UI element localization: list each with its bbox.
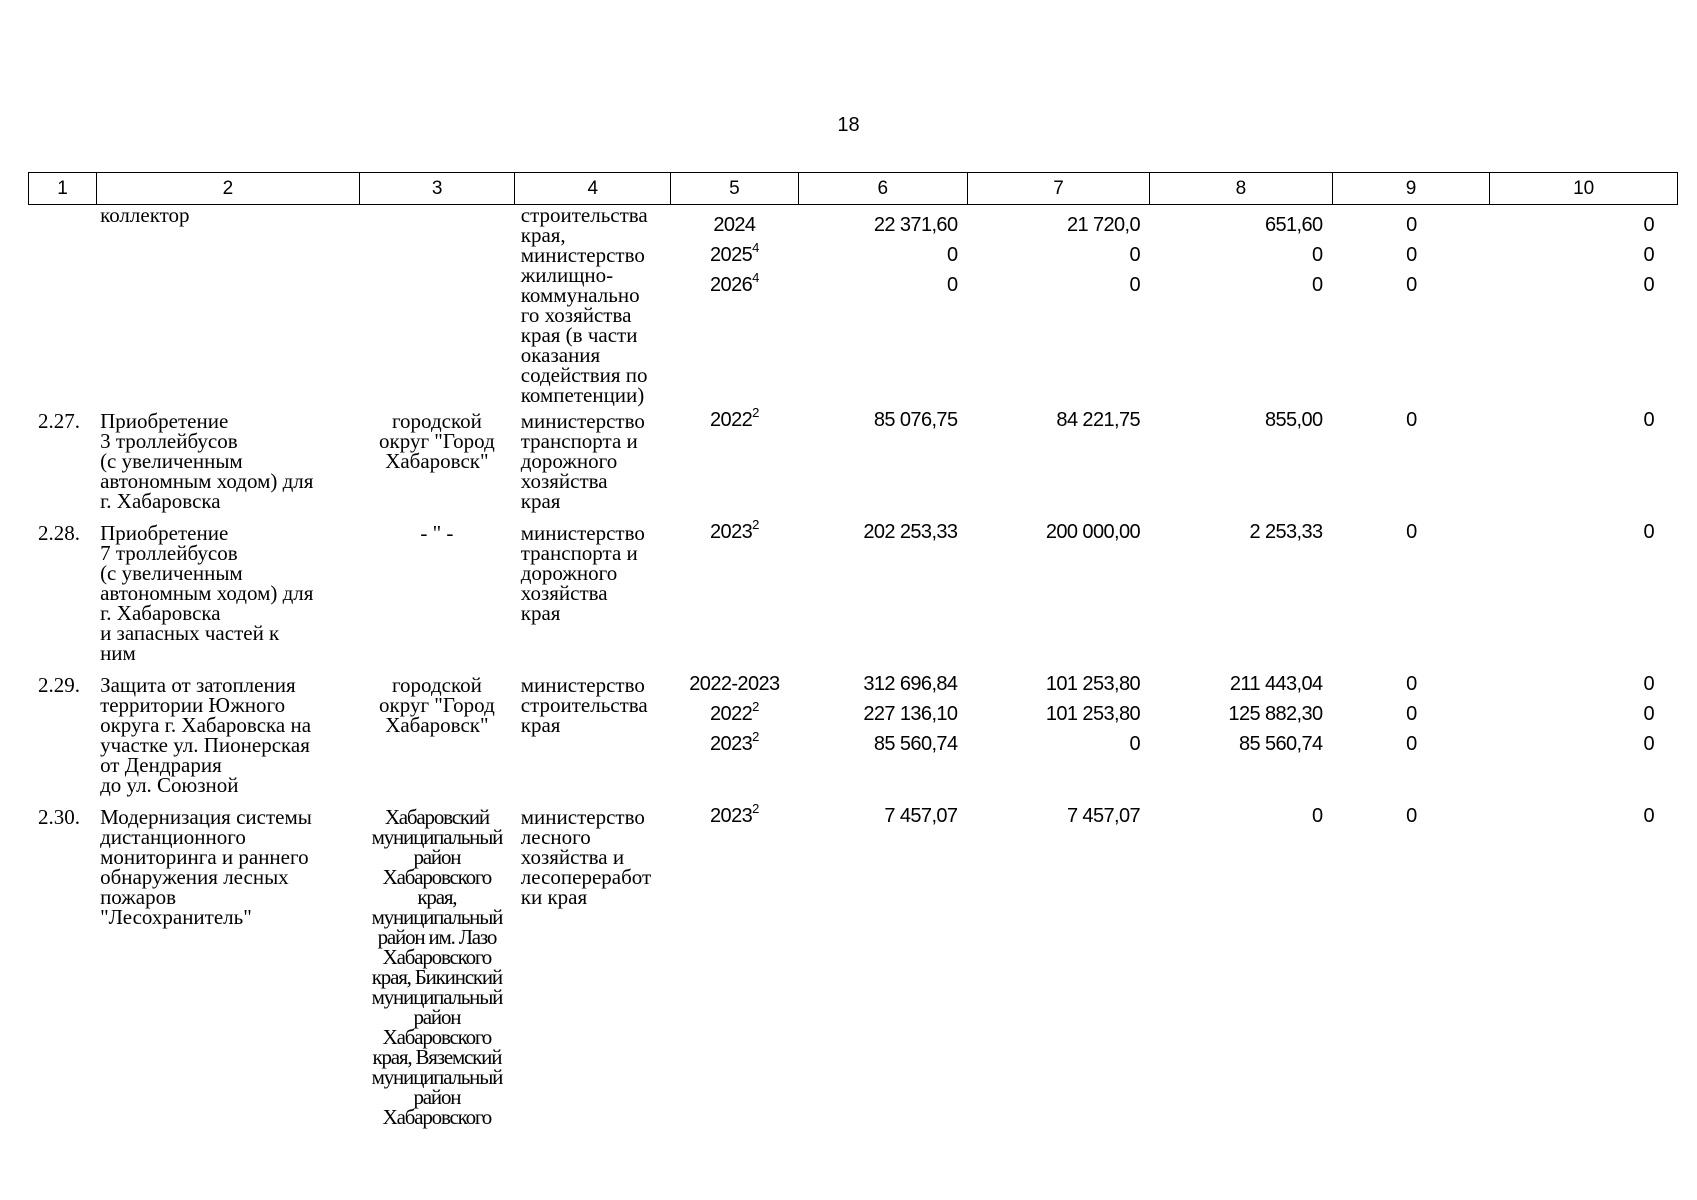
regional-budget-amount-cell bbox=[967, 405, 1150, 517]
regional-budget-amount-value: 200 000,00 bbox=[1045, 521, 1140, 543]
executor-line: министерство bbox=[520, 243, 645, 267]
table-body bbox=[28, 205, 1678, 1133]
period-year bbox=[670, 699, 798, 729]
item-number: 2.28. bbox=[38, 521, 80, 545]
territory-line: Хабаровского bbox=[382, 865, 492, 889]
item-number: 2.29. bbox=[38, 673, 80, 697]
column-10-amount bbox=[1490, 517, 1654, 547]
period-year-value: 2022-2023 bbox=[689, 673, 780, 695]
item-name-line: Приобретение bbox=[100, 521, 229, 545]
local-budget-amount bbox=[1150, 517, 1323, 547]
total-amount bbox=[798, 405, 957, 435]
item-name-line: дистанционного bbox=[100, 825, 246, 849]
period-year-value: 2024 bbox=[713, 214, 756, 236]
executor-line: лесопереработ bbox=[520, 865, 652, 889]
column-10-amount-value: 0 bbox=[1643, 673, 1654, 695]
period-year-value: 2026 bbox=[710, 274, 753, 296]
regional-budget-amount-value: 84 221,75 bbox=[1056, 409, 1140, 431]
executor-line: транспорта и bbox=[520, 429, 638, 453]
regional-budget-amount-value: 0 bbox=[1129, 274, 1140, 296]
regional-budget-amount-value: 21 720,0 bbox=[1066, 214, 1140, 236]
item-name-line: 3 троллейбусов bbox=[100, 429, 238, 453]
local-budget-amount-value: 2 253,33 bbox=[1249, 521, 1323, 543]
item-name-line: "Лесохранитель" bbox=[100, 905, 252, 929]
local-budget-amount bbox=[1150, 270, 1323, 300]
column-10-amount-cell bbox=[1490, 405, 1678, 517]
regional-budget-amount bbox=[967, 669, 1140, 699]
executor-cell bbox=[515, 669, 671, 801]
territory-line: Хабаровский bbox=[384, 805, 489, 829]
item-number-cell bbox=[28, 801, 96, 1133]
item-number-cell bbox=[28, 669, 96, 801]
column-9-amount-value: 0 bbox=[1406, 703, 1417, 725]
item-name-line: г. Хабаровска bbox=[100, 601, 221, 625]
total-amount-value: 202 253,33 bbox=[863, 521, 958, 543]
executor-line: го хозяйства bbox=[520, 303, 632, 327]
territory-cell bbox=[359, 205, 515, 405]
period-year bbox=[670, 729, 798, 759]
period-year-value: 2022 bbox=[710, 409, 753, 431]
column-10-amount bbox=[1490, 729, 1654, 759]
total-amount-value: 85 560,74 bbox=[873, 733, 958, 755]
total-amount-value: 85 076,75 bbox=[873, 409, 958, 431]
column-9-amount-cell bbox=[1333, 405, 1491, 517]
item-name-line: и запасных частей к bbox=[100, 621, 280, 645]
territory-cell bbox=[359, 405, 515, 517]
footnote-marker: 2 bbox=[752, 729, 759, 745]
column-10-amount-value: 0 bbox=[1643, 733, 1654, 755]
column-10-amount-cell bbox=[1490, 669, 1678, 801]
item-number: 2.30. bbox=[38, 805, 80, 829]
period-year-cell bbox=[670, 801, 798, 1133]
regional-budget-amount bbox=[967, 517, 1140, 547]
column-9-amount-value: 0 bbox=[1406, 521, 1417, 543]
territory-line: муниципальный bbox=[371, 985, 503, 1009]
total-amount-value: 22 371,60 bbox=[873, 214, 958, 236]
territory-line: Хабаровск" bbox=[385, 713, 489, 737]
column-9-amount-value: 0 bbox=[1406, 244, 1417, 266]
local-budget-amount-cell bbox=[1150, 517, 1333, 669]
executor-line: края bbox=[520, 489, 561, 513]
territory-cell bbox=[359, 801, 515, 1133]
column-9-amount bbox=[1333, 210, 1491, 240]
regional-budget-amount-value: 101 253,80 bbox=[1045, 703, 1140, 725]
executor-cell bbox=[515, 405, 671, 517]
column-header-1: 1 bbox=[29, 173, 97, 205]
item-name-line: ним bbox=[100, 641, 136, 665]
regional-budget-amount-cell bbox=[967, 517, 1150, 669]
period-year-cell bbox=[670, 517, 798, 669]
column-9-amount-value: 0 bbox=[1406, 733, 1417, 755]
executor-cell bbox=[515, 517, 671, 669]
column-10-amount-value: 0 bbox=[1643, 521, 1654, 543]
local-budget-amount bbox=[1150, 210, 1323, 240]
total-amount bbox=[798, 517, 957, 547]
column-10-amount bbox=[1490, 405, 1654, 435]
total-amount bbox=[798, 729, 957, 759]
item-name-line: территории Южного bbox=[100, 693, 286, 717]
column-10-amount bbox=[1490, 801, 1654, 831]
territory-line: края, bbox=[417, 885, 457, 909]
item-name-line: до ул. Союзной bbox=[100, 773, 239, 797]
local-budget-amount-cell bbox=[1150, 405, 1333, 517]
regional-budget-amount bbox=[967, 210, 1140, 240]
column-9-amount-value: 0 bbox=[1406, 673, 1417, 695]
period-year bbox=[670, 517, 798, 547]
local-budget-amount-value: 125 882,30 bbox=[1228, 703, 1323, 725]
total-amount-value: 227 136,10 bbox=[863, 703, 958, 725]
regional-budget-amount-value: 0 bbox=[1129, 244, 1140, 266]
column-9-amount-value: 0 bbox=[1406, 409, 1417, 431]
total-amount bbox=[798, 669, 957, 699]
regional-budget-amount-cell bbox=[967, 205, 1150, 405]
regional-budget-amount-cell bbox=[967, 669, 1150, 801]
executor-line: оказания bbox=[520, 343, 601, 367]
column-9-amount-cell bbox=[1333, 669, 1491, 801]
column-10-amount-value: 0 bbox=[1643, 274, 1654, 296]
executor-line: дорожного bbox=[520, 561, 618, 585]
territory-line: - " - bbox=[420, 521, 454, 545]
column-10-amount-value: 0 bbox=[1643, 409, 1654, 431]
territory-cell bbox=[359, 669, 515, 801]
column-header-10: 10 bbox=[1490, 173, 1678, 205]
regional-budget-amount bbox=[967, 270, 1140, 300]
local-budget-amount-value: 0 bbox=[1312, 244, 1323, 266]
territory-line: округ "Город bbox=[379, 693, 495, 717]
column-10-amount-value: 0 bbox=[1643, 805, 1654, 827]
territory-line: Хабаровского bbox=[382, 1105, 492, 1129]
item-name-line: Защита от затопления bbox=[100, 673, 296, 697]
regional-budget-amount bbox=[967, 801, 1140, 831]
executor-line: содействия по bbox=[520, 363, 648, 387]
item-name-line: автономным ходом) для bbox=[100, 469, 314, 493]
period-year bbox=[670, 669, 798, 699]
local-budget-amount-value: 651,60 bbox=[1264, 214, 1323, 236]
column-10-amount-value: 0 bbox=[1643, 214, 1654, 236]
column-9-amount bbox=[1333, 699, 1491, 729]
column-header-6: 6 bbox=[798, 173, 967, 205]
period-year bbox=[670, 405, 798, 435]
column-header-2: 2 bbox=[97, 173, 360, 205]
total-amount bbox=[798, 240, 957, 270]
item-name-line: пожаров bbox=[100, 885, 177, 909]
item-name-line: (с увеличенным bbox=[100, 449, 243, 473]
total-amount-value: 0 bbox=[946, 244, 958, 266]
item-name-cell bbox=[96, 669, 359, 801]
local-budget-amount bbox=[1150, 801, 1323, 831]
territory-cell bbox=[359, 517, 515, 669]
period-year-value: 2023 bbox=[710, 805, 753, 827]
column-9-amount-cell bbox=[1333, 801, 1491, 1133]
column-9-amount bbox=[1333, 270, 1491, 300]
column-10-amount bbox=[1490, 210, 1654, 240]
period-year bbox=[670, 240, 798, 270]
executor-cell bbox=[515, 801, 671, 1133]
executor-line: строительства bbox=[520, 693, 648, 717]
period-year bbox=[670, 210, 798, 240]
item-name-line: коллектор bbox=[100, 203, 190, 227]
executor-line: транспорта и bbox=[520, 541, 638, 565]
item-name-line: мониторинга и раннего bbox=[100, 845, 309, 869]
item-name-line: Приобретение bbox=[100, 409, 229, 433]
total-amount-value: 0 bbox=[946, 274, 958, 296]
territory-line: края, Вяземский bbox=[372, 1045, 502, 1069]
total-amount-cell bbox=[798, 517, 967, 669]
territory-line: район bbox=[413, 845, 461, 869]
executor-line: ки края bbox=[520, 885, 588, 909]
column-9-amount bbox=[1333, 729, 1491, 759]
footnote-marker: 2 bbox=[752, 699, 759, 715]
regional-budget-amount-cell bbox=[967, 801, 1150, 1133]
column-10-amount bbox=[1490, 699, 1654, 729]
local-budget-amount bbox=[1150, 669, 1323, 699]
item-name-line: автономным ходом) для bbox=[100, 581, 314, 605]
executor-line: министерство bbox=[520, 409, 645, 433]
column-header-5: 5 bbox=[671, 173, 799, 205]
executor-line: края bbox=[520, 713, 561, 737]
column-10-amount bbox=[1490, 270, 1654, 300]
local-budget-amount-cell bbox=[1150, 205, 1333, 405]
executor-line: министерство bbox=[520, 805, 645, 829]
period-year bbox=[670, 801, 798, 831]
local-budget-amount-value: 211 443,04 bbox=[1229, 673, 1323, 695]
executor-line: компетенции) bbox=[520, 383, 645, 407]
local-budget-amount-value: 855,00 bbox=[1264, 409, 1323, 431]
territory-line: район им. Лазо bbox=[377, 925, 497, 949]
item-name-cell bbox=[96, 405, 359, 517]
territory-line: городской bbox=[391, 673, 482, 697]
regional-budget-amount bbox=[967, 405, 1140, 435]
executor-line: хозяйства и bbox=[520, 845, 625, 869]
item-number: 2.27. bbox=[38, 409, 80, 433]
column-header-8: 8 bbox=[1150, 173, 1332, 205]
item-number-cell bbox=[28, 205, 96, 405]
column-9-amount-cell bbox=[1333, 205, 1491, 405]
executor-line: жилищно- bbox=[520, 263, 614, 287]
local-budget-amount bbox=[1150, 699, 1323, 729]
column-9-amount-value: 0 bbox=[1406, 274, 1417, 296]
local-budget-amount-value: 0 bbox=[1312, 274, 1323, 296]
column-9-amount bbox=[1333, 517, 1491, 547]
territory-line: муниципальный bbox=[371, 825, 503, 849]
executor-cell bbox=[515, 205, 671, 405]
regional-budget-amount bbox=[967, 240, 1140, 270]
column-10-amount-cell bbox=[1490, 517, 1678, 669]
column-9-amount-value: 0 bbox=[1406, 214, 1417, 236]
column-10-amount-cell bbox=[1490, 205, 1678, 405]
item-name-line: Модернизация системы bbox=[100, 805, 312, 829]
local-budget-amount-value: 85 560,74 bbox=[1238, 733, 1323, 755]
executor-line: края (в части bbox=[520, 323, 638, 347]
local-budget-amount-value: 0 bbox=[1312, 805, 1323, 827]
period-year bbox=[670, 270, 798, 300]
column-header-4: 4 bbox=[515, 173, 671, 205]
territory-line: район bbox=[413, 1085, 461, 1109]
table-row bbox=[28, 669, 1678, 801]
column-number-header bbox=[28, 172, 1678, 205]
total-amount-value: 312 696,84 bbox=[863, 673, 958, 695]
regional-budget-amount-value: 0 bbox=[1129, 733, 1140, 755]
item-name-cell bbox=[96, 205, 359, 405]
program-items-table bbox=[28, 205, 1678, 1133]
territory-line: края, Бикинский bbox=[371, 965, 502, 989]
period-year-value: 2025 bbox=[710, 244, 753, 266]
item-name-cell bbox=[96, 517, 359, 669]
territory-line: район bbox=[413, 1005, 461, 1029]
executor-line: края, bbox=[520, 223, 566, 247]
local-budget-amount bbox=[1150, 729, 1323, 759]
period-year-cell bbox=[670, 405, 798, 517]
table-row bbox=[28, 517, 1678, 669]
footnote-marker: 4 bbox=[752, 270, 759, 286]
column-9-amount bbox=[1333, 405, 1491, 435]
territory-line: Хабаровского bbox=[382, 1025, 492, 1049]
local-budget-amount-cell bbox=[1150, 801, 1333, 1133]
territory-line: муниципальный bbox=[371, 1065, 503, 1089]
executor-line: министерство bbox=[520, 521, 645, 545]
territory-line: городской bbox=[391, 409, 482, 433]
footnote-marker: 2 bbox=[752, 517, 759, 533]
executor-line: края bbox=[520, 601, 561, 625]
page-number: 18 bbox=[837, 114, 860, 136]
local-budget-amount-cell bbox=[1150, 669, 1333, 801]
item-name-line: округа г. Хабаровска на bbox=[100, 713, 312, 737]
item-name-line: (с увеличенным bbox=[100, 561, 243, 585]
item-number-cell bbox=[28, 405, 96, 517]
column-9-amount-cell bbox=[1333, 517, 1491, 669]
regional-budget-amount bbox=[967, 729, 1140, 759]
item-number-cell bbox=[28, 517, 96, 669]
total-amount bbox=[798, 270, 957, 300]
local-budget-amount bbox=[1150, 405, 1323, 435]
period-year-cell bbox=[670, 205, 798, 405]
footnote-marker: 2 bbox=[752, 801, 759, 817]
executor-line: министерство bbox=[520, 673, 645, 697]
territory-line: Хабаровского bbox=[382, 945, 492, 969]
executor-line: хозяйства bbox=[520, 469, 608, 493]
total-amount bbox=[798, 699, 957, 729]
table-row bbox=[28, 801, 1678, 1133]
item-name-line: 7 троллейбусов bbox=[100, 541, 238, 565]
item-name-line: обнаружения лесных bbox=[100, 865, 289, 889]
footnote-marker: 4 bbox=[752, 240, 759, 256]
column-header-7: 7 bbox=[967, 173, 1149, 205]
executor-line: коммунально bbox=[520, 283, 640, 307]
column-9-amount-value: 0 bbox=[1406, 805, 1417, 827]
column-10-amount-cell bbox=[1490, 801, 1678, 1133]
local-budget-amount bbox=[1150, 240, 1323, 270]
executor-line: строительства bbox=[520, 203, 648, 227]
territory-line: Хабаровск" bbox=[385, 449, 489, 473]
total-amount-cell bbox=[798, 801, 967, 1133]
table-row bbox=[28, 405, 1678, 517]
column-header-3: 3 bbox=[359, 173, 515, 205]
territory-line: муниципальный bbox=[371, 905, 503, 929]
regional-budget-amount-value: 101 253,80 bbox=[1045, 673, 1140, 695]
item-name-line: участке ул. Пионерская bbox=[100, 733, 310, 757]
column-9-amount bbox=[1333, 669, 1491, 699]
column-10-amount-value: 0 bbox=[1643, 244, 1654, 266]
executor-line: хозяйства bbox=[520, 581, 608, 605]
regional-budget-amount bbox=[967, 699, 1140, 729]
territory-line: округ "Город bbox=[379, 429, 495, 453]
period-year-value: 2023 bbox=[710, 733, 753, 755]
column-9-amount bbox=[1333, 240, 1491, 270]
item-name-cell bbox=[96, 801, 359, 1133]
executor-line: лесного bbox=[520, 825, 591, 849]
item-name-line: г. Хабаровска bbox=[100, 489, 221, 513]
column-10-amount-value: 0 bbox=[1643, 703, 1654, 725]
item-name-line: от Дендрария bbox=[100, 753, 222, 777]
column-10-amount bbox=[1490, 240, 1654, 270]
total-amount bbox=[798, 801, 957, 831]
period-year-value: 2023 bbox=[710, 521, 753, 543]
total-amount-cell bbox=[798, 205, 967, 405]
total-amount-value: 7 457,07 bbox=[884, 805, 958, 827]
regional-budget-amount-value: 7 457,07 bbox=[1066, 805, 1140, 827]
table-row bbox=[28, 205, 1678, 405]
column-9-amount bbox=[1333, 801, 1491, 831]
total-amount bbox=[798, 210, 957, 240]
total-amount-cell bbox=[798, 669, 967, 801]
total-amount-cell bbox=[798, 405, 967, 517]
column-header-9: 9 bbox=[1332, 173, 1490, 205]
period-year-value: 2022 bbox=[710, 703, 753, 725]
column-10-amount bbox=[1490, 669, 1654, 699]
period-year-cell bbox=[670, 669, 798, 801]
footnote-marker: 2 bbox=[752, 405, 759, 421]
executor-line: дорожного bbox=[520, 449, 618, 473]
